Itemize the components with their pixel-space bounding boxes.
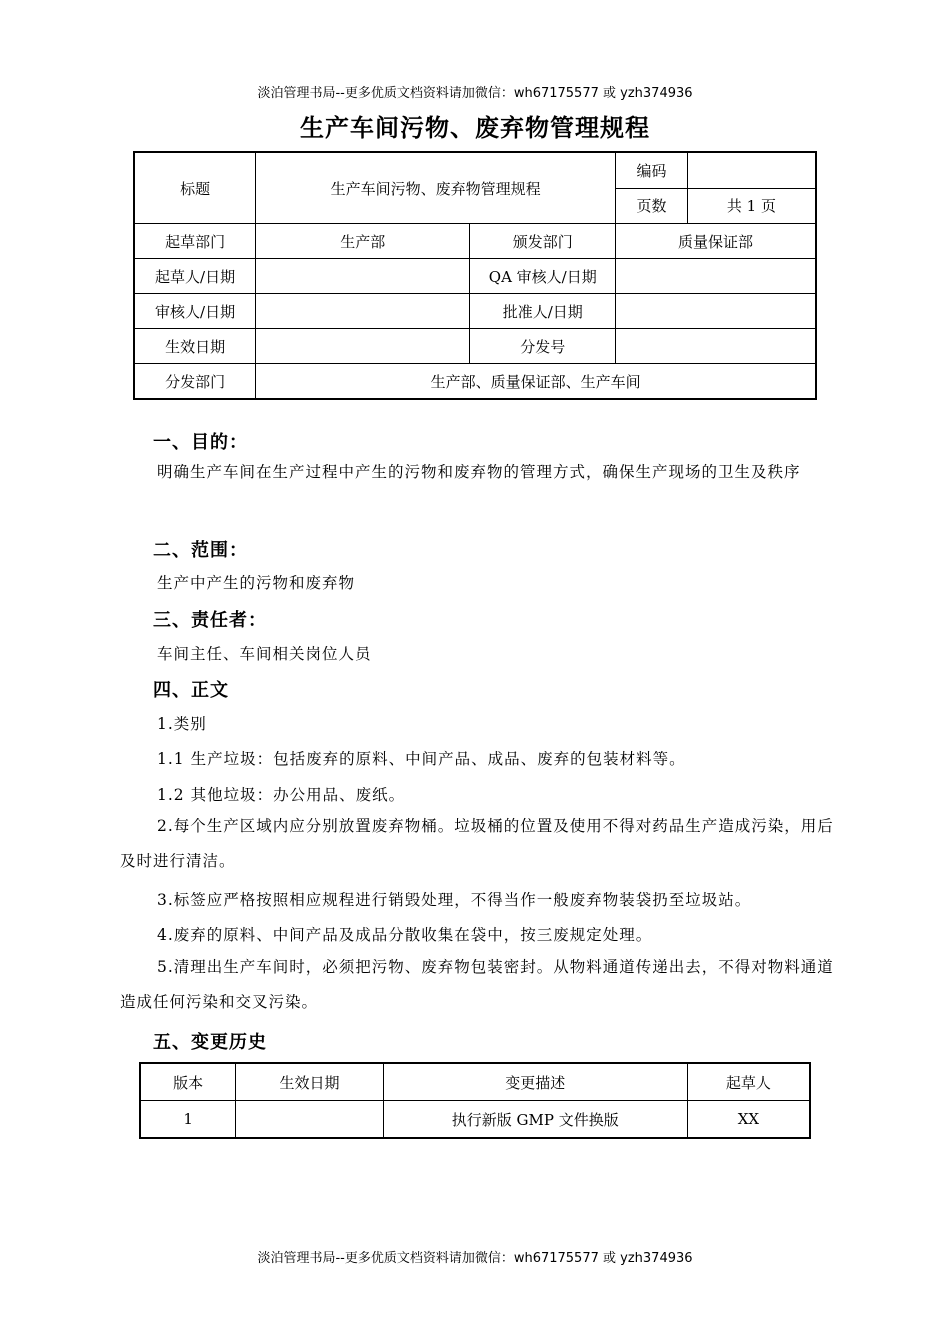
qa-reviewer-label: QA 审核人/日期 xyxy=(470,259,616,294)
draft-dept-label: 起草部门 xyxy=(134,224,256,259)
history-header: 起草人 xyxy=(687,1063,810,1101)
document-title: 生产车间污物、废弃物管理规程 xyxy=(300,114,650,142)
body-item-wrapped xyxy=(120,809,840,879)
pages-label: 页数 xyxy=(616,188,688,224)
history-cell-drafter: XX xyxy=(687,1101,810,1139)
issue-dept-value: 质量保证部 xyxy=(616,224,816,259)
section-scope-heading: 二、范围： xyxy=(153,540,248,561)
code-label: 编码 xyxy=(616,152,688,188)
approver-value xyxy=(616,294,816,329)
page-header: 淡泊管理书局--更多优质文档资料请加微信：wh67175577 或 yzh374936 xyxy=(257,86,693,101)
body-item: 1.2 其他垃圾：办公用品、废纸。 xyxy=(157,786,406,804)
purpose-text: 明确生产车间在生产过程中产生的污物和废弃物的管理方式，确保生产现场的卫生及秩序 xyxy=(157,463,801,481)
body-item: 5.清理出生产车间时，必须把污物、废弃物包装密封。从物料通道传递出去，不得对物料通道造成任何污染和交叉污染。 xyxy=(120,958,834,1011)
body-item: 2.每个生产区域内应分别放置废弃物桶。垃圾桶的位置及使用不得对药品生产造成污染，用后及时进行清洁。 xyxy=(120,817,834,870)
section-history-heading: 五、变更历史 xyxy=(153,1032,267,1053)
page-footer: 淡泊管理书局--更多优质文档资料请加微信：wh67175577 或 yzh374936 xyxy=(257,1251,693,1266)
history-cell-version: 1 xyxy=(140,1101,236,1139)
history-cell-description: 执行新版 GMP 文件换版 xyxy=(383,1101,687,1139)
body-item: 1.类别 xyxy=(157,715,207,733)
history-header: 生效日期 xyxy=(236,1063,384,1101)
effective-date-label: 生效日期 xyxy=(134,329,256,364)
distribution-dept-value: 生产部、质量保证部、生产车间 xyxy=(256,364,816,400)
reviewer-label: 审核人/日期 xyxy=(134,294,256,329)
distribution-dept-label: 分发部门 xyxy=(134,364,256,400)
approver-label: 批准人/日期 xyxy=(470,294,616,329)
drafter-value xyxy=(256,259,470,294)
distribution-no-value xyxy=(616,329,816,364)
qa-reviewer-value xyxy=(616,259,816,294)
history-header: 版本 xyxy=(140,1063,236,1101)
body-item: 4.废弃的原料、中间产品及成品分散收集在袋中，按三废规定处理。 xyxy=(157,926,653,944)
history-header: 变更描述 xyxy=(383,1063,687,1101)
table-row xyxy=(140,1101,810,1139)
body-item: 1.1 生产垃圾：包括废弃的原料、中间产品、成品、废弃的包装材料等。 xyxy=(157,750,686,768)
reviewer-value xyxy=(256,294,470,329)
title-label: 标题 xyxy=(134,152,256,224)
effective-date-value xyxy=(256,329,470,364)
body-item-wrapped xyxy=(120,950,840,1020)
title-value: 生产车间污物、废弃物管理规程 xyxy=(256,152,616,224)
distribution-no-label: 分发号 xyxy=(470,329,616,364)
draft-dept-value: 生产部 xyxy=(256,224,470,259)
section-responsibility-text: 车间主任、车间相关岗位人员 xyxy=(157,645,372,663)
drafter-label: 起草人/日期 xyxy=(134,259,256,294)
change-history-table xyxy=(139,1062,811,1139)
pages-value: 共 1 页 xyxy=(687,188,816,224)
document-info-table xyxy=(133,151,817,400)
section-scope-text: 生产中产生的污物和废弃物 xyxy=(157,574,356,592)
code-value xyxy=(687,152,816,188)
section-responsibility-heading: 三、责任者： xyxy=(153,610,267,631)
body-item: 3.标签应严格按照相应规程进行销毁处理，不得当作一般废弃物装袋扔至垃圾站。 xyxy=(157,891,752,909)
history-cell-date xyxy=(236,1101,384,1139)
section-body-heading: 四、正文 xyxy=(153,680,229,701)
section-purpose-heading: 一、目的： xyxy=(153,432,248,453)
issue-dept-label: 颁发部门 xyxy=(470,224,616,259)
section-purpose-text xyxy=(120,455,840,490)
